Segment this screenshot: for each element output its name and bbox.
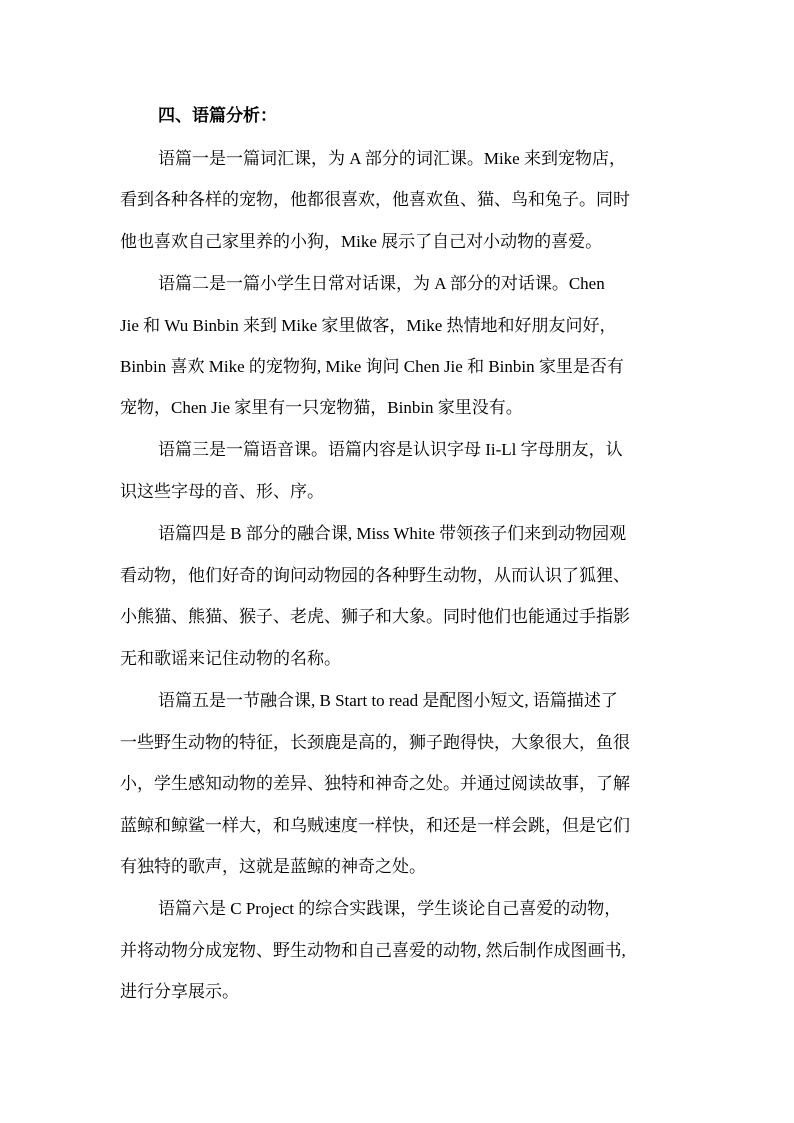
section-heading: 四、语篇分析： [158, 106, 277, 126]
paragraph-5-line-1: 语篇五是一节融合课, B Start to read 是配图小短文, 语篇描述了 [158, 691, 618, 710]
paragraph-2-line-2: Jie 和 Wu Binbin 来到 Mike 家里做客，Mike 热情地和好朋友问好， [120, 316, 617, 335]
paragraph-3-line-2: 识这些字母的音、形、序。 [120, 482, 324, 501]
paragraph-4-line-1: 语篇四是 B 部分的融合课, Miss White 带领孩子们来到动物园观 [158, 524, 627, 543]
paragraph-5-line-4: 蓝鲸和鲸鲨一样大，和乌贼速度一样快，和还是一样会跳，但是它们 [120, 816, 630, 835]
paragraph-2-line-3: Binbin 喜欢 Mike 的宠物狗, Mike 询问 Chen Jie 和 Binbin 家里是否有 [120, 357, 624, 376]
paragraph-5-line-3: 小，学生感知动物的差异、独特和神奇之处。并通过阅读故事，了解 [120, 774, 630, 793]
paragraph-3-line-1: 语篇三是一篇语音课。语篇内容是认识字母 Ii-Ll 字母朋友，认 [158, 440, 623, 459]
paragraph-6-line-2: 并将动物分成宠物、野生动物和自己喜爱的动物, 然后制作成图画书, [120, 941, 626, 960]
paragraph-4-line-3: 小熊猫、熊猫、猴子、老虎、狮子和大象。同时他们也能通过手指影 [120, 607, 630, 626]
paragraph-5-line-2: 一些野生动物的特征，长颈鹿是高的，狮子跑得快，大象很大，鱼很 [120, 733, 630, 752]
paragraph-1-line-2: 看到各种各样的宠物，他都很喜欢，他喜欢鱼、猫、鸟和兔子。同时 [120, 190, 630, 209]
paragraph-2-line-4: 宠物，Chen Jie 家里有一只宠物猫，Binbin 家里没有。 [120, 398, 523, 417]
paragraph-5-line-5: 有独特的歌声，这就是蓝鲸的神奇之处。 [120, 857, 426, 876]
paragraph-4-line-4: 无和歌谣来记住动物的名称。 [120, 649, 341, 668]
paragraph-1-line-3: 他也喜欢自己家里养的小狗，Mike 展示了自己对小动物的喜爱。 [120, 232, 603, 251]
paragraph-4-line-2: 看动物，他们好奇的询问动物园的各种野生动物，从而认识了狐狸、 [120, 566, 630, 585]
paragraph-6-line-1: 语篇六是 C Project 的综合实践课，学生谈论自己喜爱的动物， [158, 899, 622, 918]
paragraph-1-line-1: 语篇一是一篇词汇课，为 A 部分的词汇课。Mike 来到宠物店， [158, 149, 626, 168]
paragraph-2-line-1: 语篇二是一篇小学生日常对话课，为 A 部分的对话课。Chen [158, 274, 605, 293]
paragraph-6-line-3: 进行分享展示。 [120, 982, 239, 1001]
